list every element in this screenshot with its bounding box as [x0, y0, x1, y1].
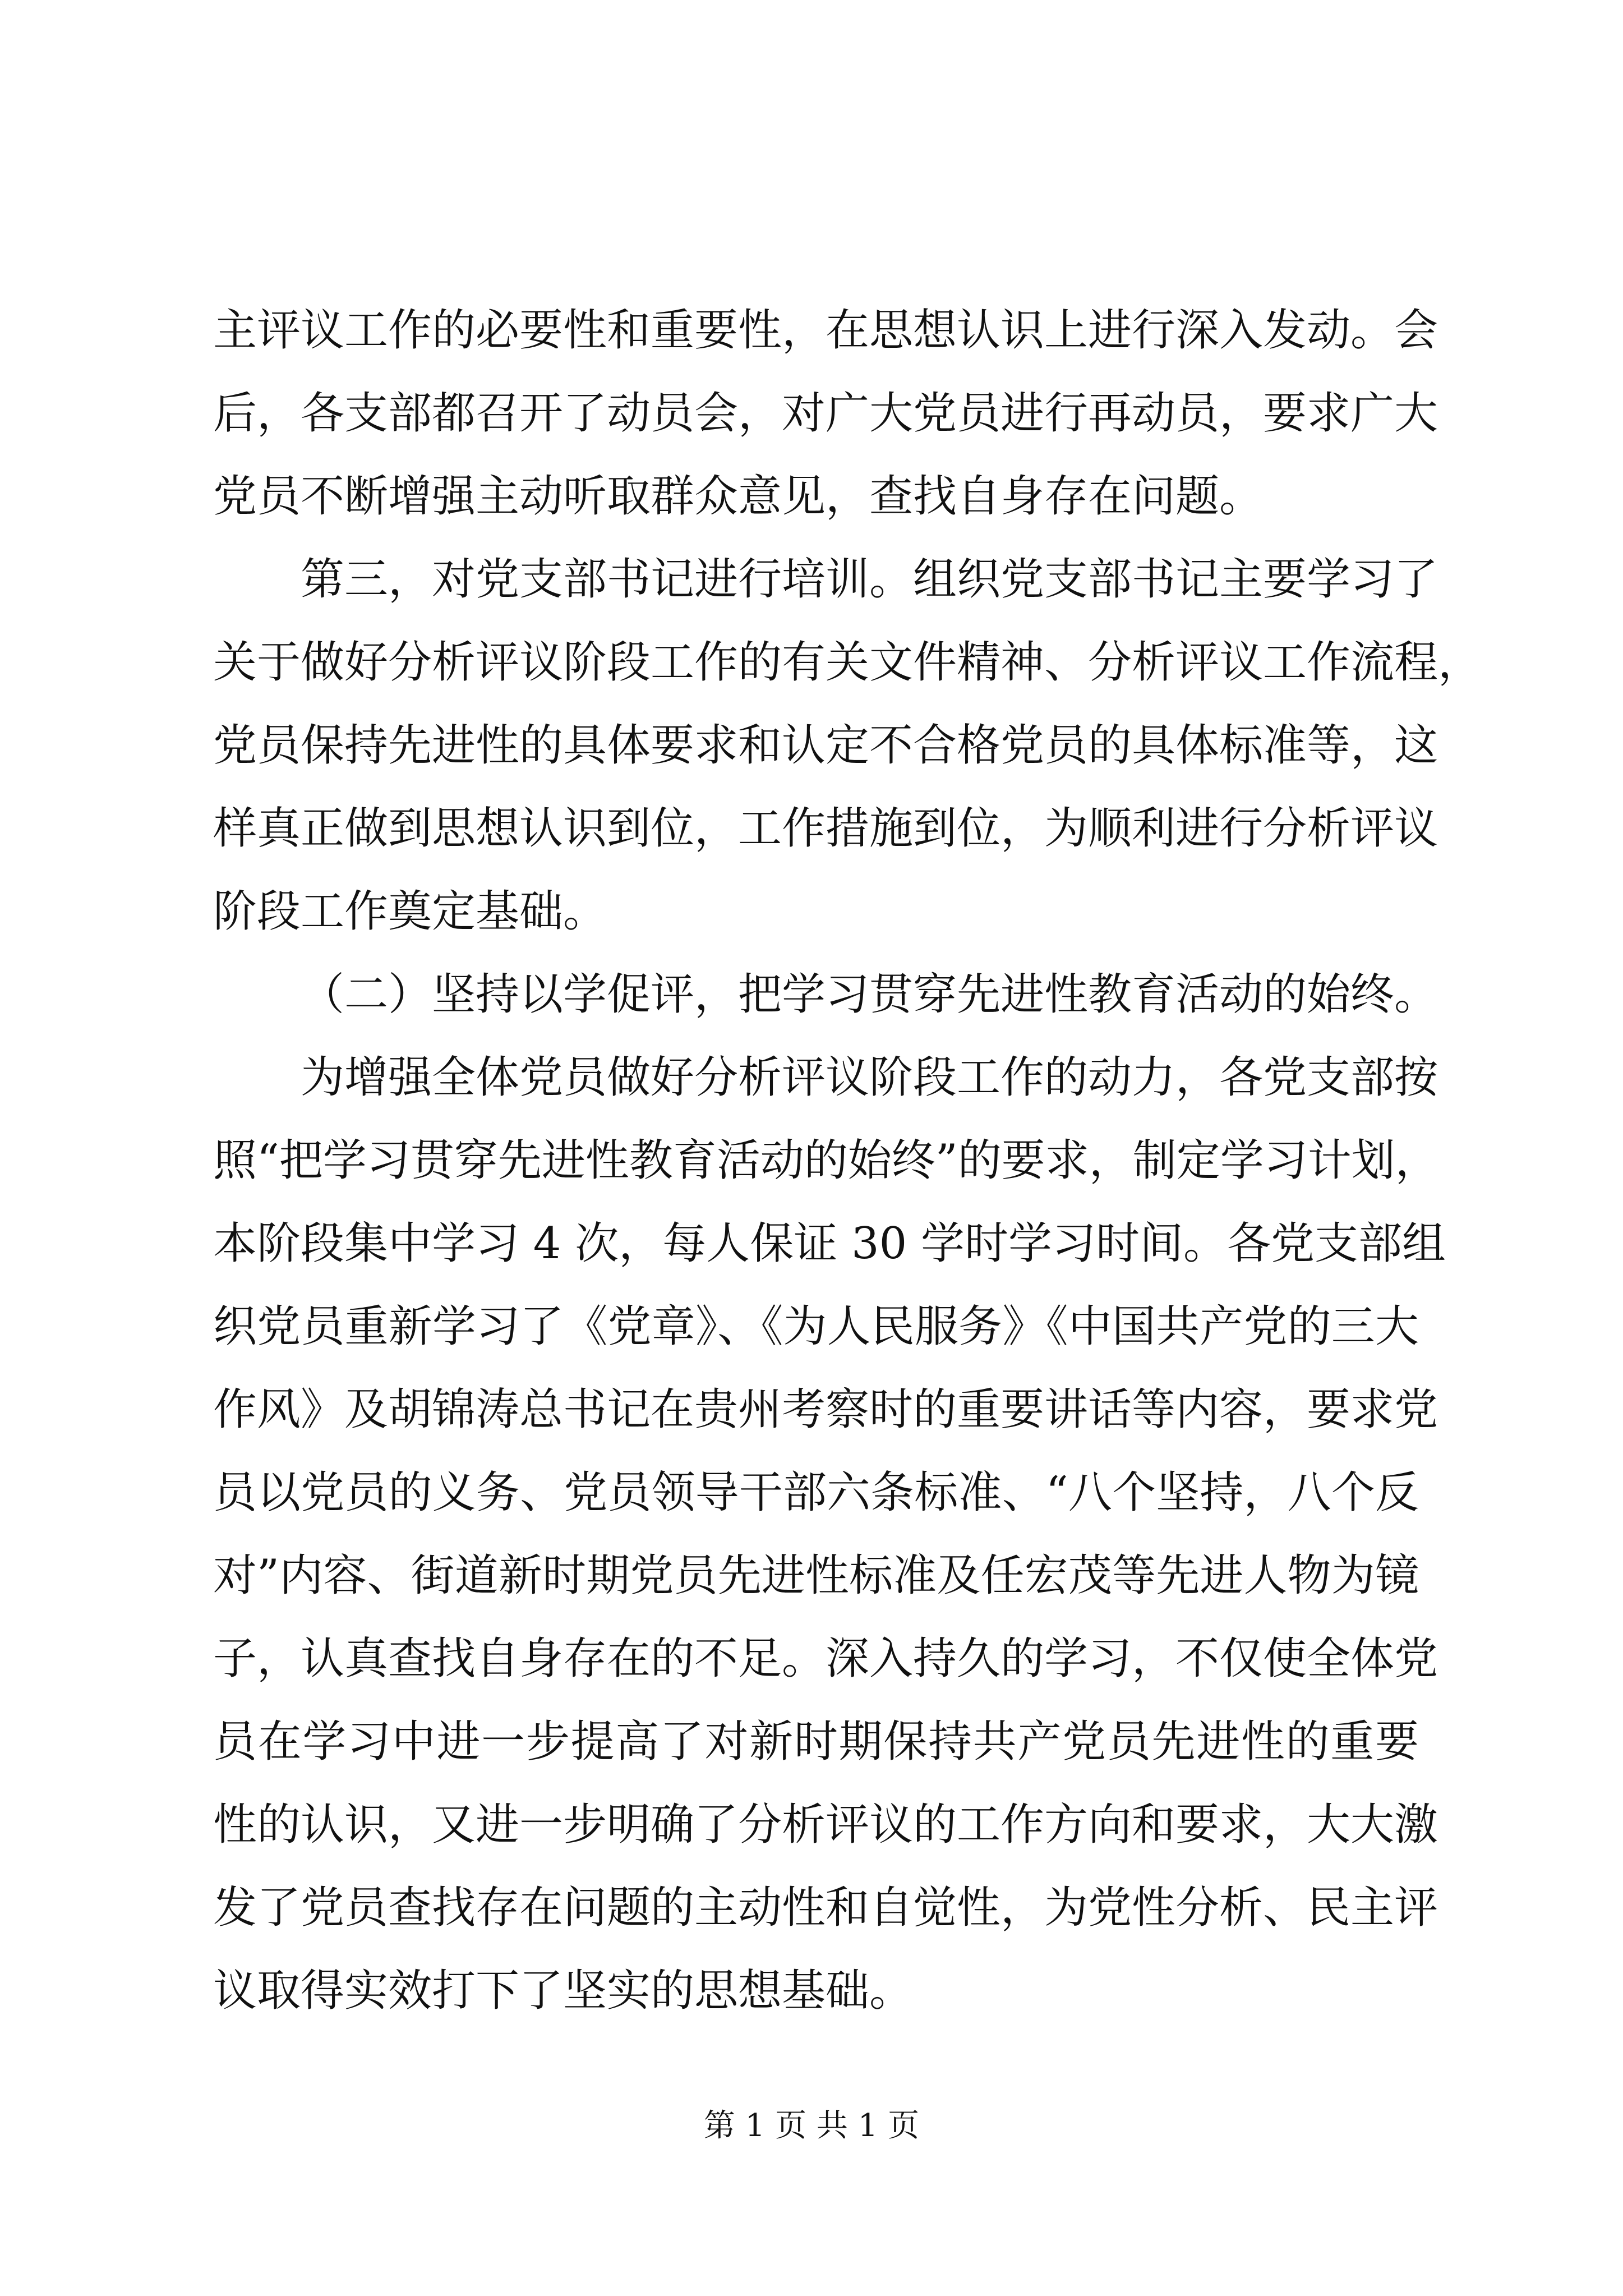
- text-line: 性的认识，又进一步明确了分析评议的工作方向和要求，大大激: [213, 1800, 1438, 1850]
- text-line: 党员保持先进性的具体要求和认定不合格党员的具体标准等，这: [213, 720, 1438, 771]
- text-line: 为增强全体党员做好分析评议阶段工作的动力，各党支部按: [301, 1052, 1438, 1103]
- document-body: [213, 289, 1482, 2032]
- text-line: 员以党员的义务、党员领导干部六条标准、“八个坚持，八个反: [213, 1467, 1419, 1518]
- text-line: 样真正做到思想认识到位，工作措施到位，为顺利进行分析评议: [213, 803, 1438, 854]
- text-line: 后，各支部都召开了动员会，对广大党员进行再动员，要求广大: [213, 388, 1438, 439]
- text-line: 照“把学习贯穿先进性教育活动的始终”的要求，制定学习计划，: [213, 1135, 1439, 1186]
- text-line: 第三，对党支部书记进行培训。组织党支部书记主要学习了: [301, 554, 1438, 605]
- text-line: 作风》及胡锦涛总书记在贵州考察时的重要讲话等内容，要求党: [213, 1384, 1438, 1435]
- text-line: 主评议工作的必要性和重要性，在思想认识上进行深入发动。会: [213, 305, 1438, 356]
- text-line: 对”内容、街道新时期党员先进性标准及任宏茂等先进人物为镜: [213, 1550, 1419, 1601]
- text-line: 本阶段集中学习 4 次，每人保证 30 学时学习时间。各党支部组: [213, 1218, 1446, 1269]
- page-number-footer: 第 1 页 共 1 页: [703, 2108, 920, 2144]
- text-line: 员在学习中进一步提高了对新时期保持共产党员先进性的重要: [213, 1717, 1419, 1767]
- text-line: 发了党员查找存在问题的主动性和自觉性，为党性分析、民主评: [213, 1883, 1438, 1933]
- text-line: 党员不断增强主动听取群众意见，查找自身存在问题。: [213, 471, 1264, 522]
- section-heading: （二）坚持以学促评，把学习贯穿先进性教育活动的始终。: [301, 969, 1438, 1020]
- text-line: 阶段工作奠定基础。: [213, 886, 607, 937]
- text-line: 织党员重新学习了《党章》、《为人民服务》《中国共产党的三大: [213, 1301, 1419, 1352]
- text-line: 关于做好分析评议阶段工作的有关文件精神、分析评议工作流程，: [213, 637, 1482, 688]
- text-line: 子，认真查找自身存在的不足。深入持久的学习，不仅使全体党: [213, 1634, 1438, 1684]
- text-line: 议取得实效打下了坚实的思想基础。: [213, 1966, 914, 2016]
